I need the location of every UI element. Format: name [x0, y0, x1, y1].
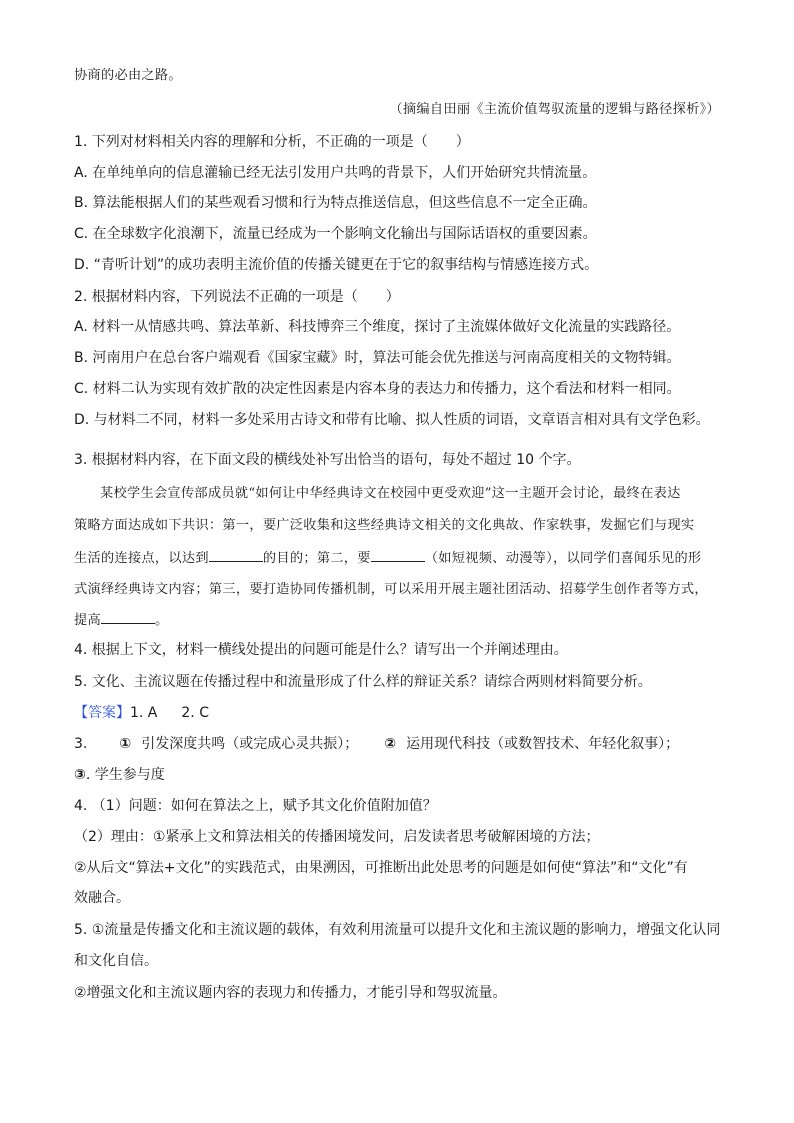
q3-passage-line-4: 式演绎经典诗文内容；第三，要打造协同传播机制，可以采用开展主题社团活动、招募学生创作者等方式， [74, 582, 708, 597]
q1-option-a: A. 在单纯单向的信息灌输已经无法引发用户共鸣的背景下，人们开始研究共情流量。 [74, 165, 597, 181]
answer-4-line-2: （2）理由：①紧承上文和算法相关的传播困境发问，启发读者思考破解困境的方法； [74, 829, 600, 845]
q1-option-b: B. 算法能根据人们的某些观看习惯和行为特点推送信息，但这些信息不一定全正确。 [74, 195, 597, 211]
question-2-stem: 2. 根据材料内容，下列说法不正确的一项是（ ） [74, 289, 400, 305]
q3-passage-line-5 [74, 610, 168, 631]
question-4-stem: 4. 根据上下文，材料一横线处提出的问题可能是什么？请写出一个并阐述理由。 [74, 642, 568, 658]
answer-key-line [74, 703, 209, 723]
question-1-stem: 1. 下列对材料相关内容的理解和分析，不正确的一项是（ ） [74, 134, 470, 150]
q2-option-d: D. 与材料二不同，材料一多处采用古诗文和带有比喻、拟人性质的词语，文章语言相对具有文学色彩。 [74, 412, 710, 428]
source-citation: （摘编自田丽《主流价值驾驭流量的逻辑与路径探析》） [389, 102, 720, 117]
answer-3-number: 3. [74, 736, 88, 752]
answer-blank-2 [371, 548, 425, 562]
answer-3-part-2: 运用现代科技（或数智技术、年轻化叙事）； [406, 736, 680, 752]
question-5-stem: 5. 文化、主流议题在传播过程中和流量形成了什么样的辩证关系？请综合两则材料简要分析。 [74, 674, 652, 690]
answer-3-marker: ③ [74, 767, 86, 783]
answer-3-marker: ① [119, 736, 132, 752]
q2-option-b: B. 河南用户在总台客户端观看《国家宝藏》时，算法可能会优先推送与河南高度相关的文物特辑。 [74, 350, 681, 366]
answer-4-line-3: ②从后文“算法+文化”的实践范式，由果溯因，可推断出此处思考的问题是如何使“算法”和“文化”有 [74, 860, 688, 876]
answer-2: 2. C [181, 705, 209, 721]
answer-5-line-1: 5. ①流量是传播文化和主流议题的载体，有效利用流量可以提升文化和主流议题的影响力，增强文化认同 [74, 922, 721, 938]
answer-3-part-3: . 学生参与度 [85, 767, 165, 783]
question-3-stem: 3. 根据材料内容，在下面文段的横线处补写出恰当的语句，每处不超过 10 个字。 [74, 452, 581, 468]
answer-label: 【答案】 [74, 705, 130, 721]
q3-passage-line-3 [74, 548, 701, 569]
q3-passage-text: 。 [154, 613, 169, 628]
continuation-text: 协商的必由之路。 [74, 68, 182, 83]
answer-5-line-2: 和文化自信。 [74, 953, 158, 969]
q3-passage-text: 的目的；第二，要 [262, 551, 371, 566]
q3-passage-text: 提高 [74, 613, 101, 628]
answer-3-line-2 [74, 765, 165, 785]
answer-3-part-1: 引发深度共鸣（或完成心灵共振）； [141, 736, 359, 752]
q2-option-c: C. 材料二认为实现有效扩散的决定性因素是内容本身的表达力和传播力，这个看法和材料一相同。 [74, 381, 681, 397]
answer-3-line [74, 734, 679, 754]
q2-option-a: A. 材料一从情感共鸣、算法革新、科技博弈三个维度，探讨了主流媒体做好文化流量的实践路径。 [74, 319, 681, 335]
answer-4-line-1: 4. （1）问题：如何在算法之上，赋予其文化价值附加值？ [74, 798, 437, 814]
q3-passage-text: 生活的连接点，以达到 [74, 551, 209, 566]
answer-5-line-3: ②增强文化和主流议题内容的表现力和传播力，才能引导和驾驭流量。 [74, 985, 507, 1001]
answer-4-line-4: 效融合。 [74, 890, 130, 906]
answer-blank-1 [209, 548, 263, 562]
answer-3-marker: ② [384, 736, 397, 752]
q3-passage-line-1: 某校学生会宣传部成员就“如何让中华经典诗文在校园中更受欢迎”这一主题开会讨论，最终在表达 [100, 486, 681, 501]
answer-1: 1. A [130, 705, 158, 721]
q3-passage-text: （如短视频、动漫等），以同学们喜闻乐见的形 [424, 551, 702, 566]
q3-passage-line-2: 策略方面达成如下共识：第一，要广泛收集和这些经典诗文相关的文化典故、作家轶事，发掘它们与现实 [74, 518, 695, 533]
q1-option-c: C. 在全球数字化浪潮下，流量已经成为一个影响文化输出与国际话语权的重要因素。 [74, 226, 597, 242]
answer-blank-3 [101, 610, 155, 624]
q1-option-d: D. “青听计划”的成功表明主流价值的传播关键更在于它的叙事结构与情感连接方式。 [74, 257, 599, 273]
